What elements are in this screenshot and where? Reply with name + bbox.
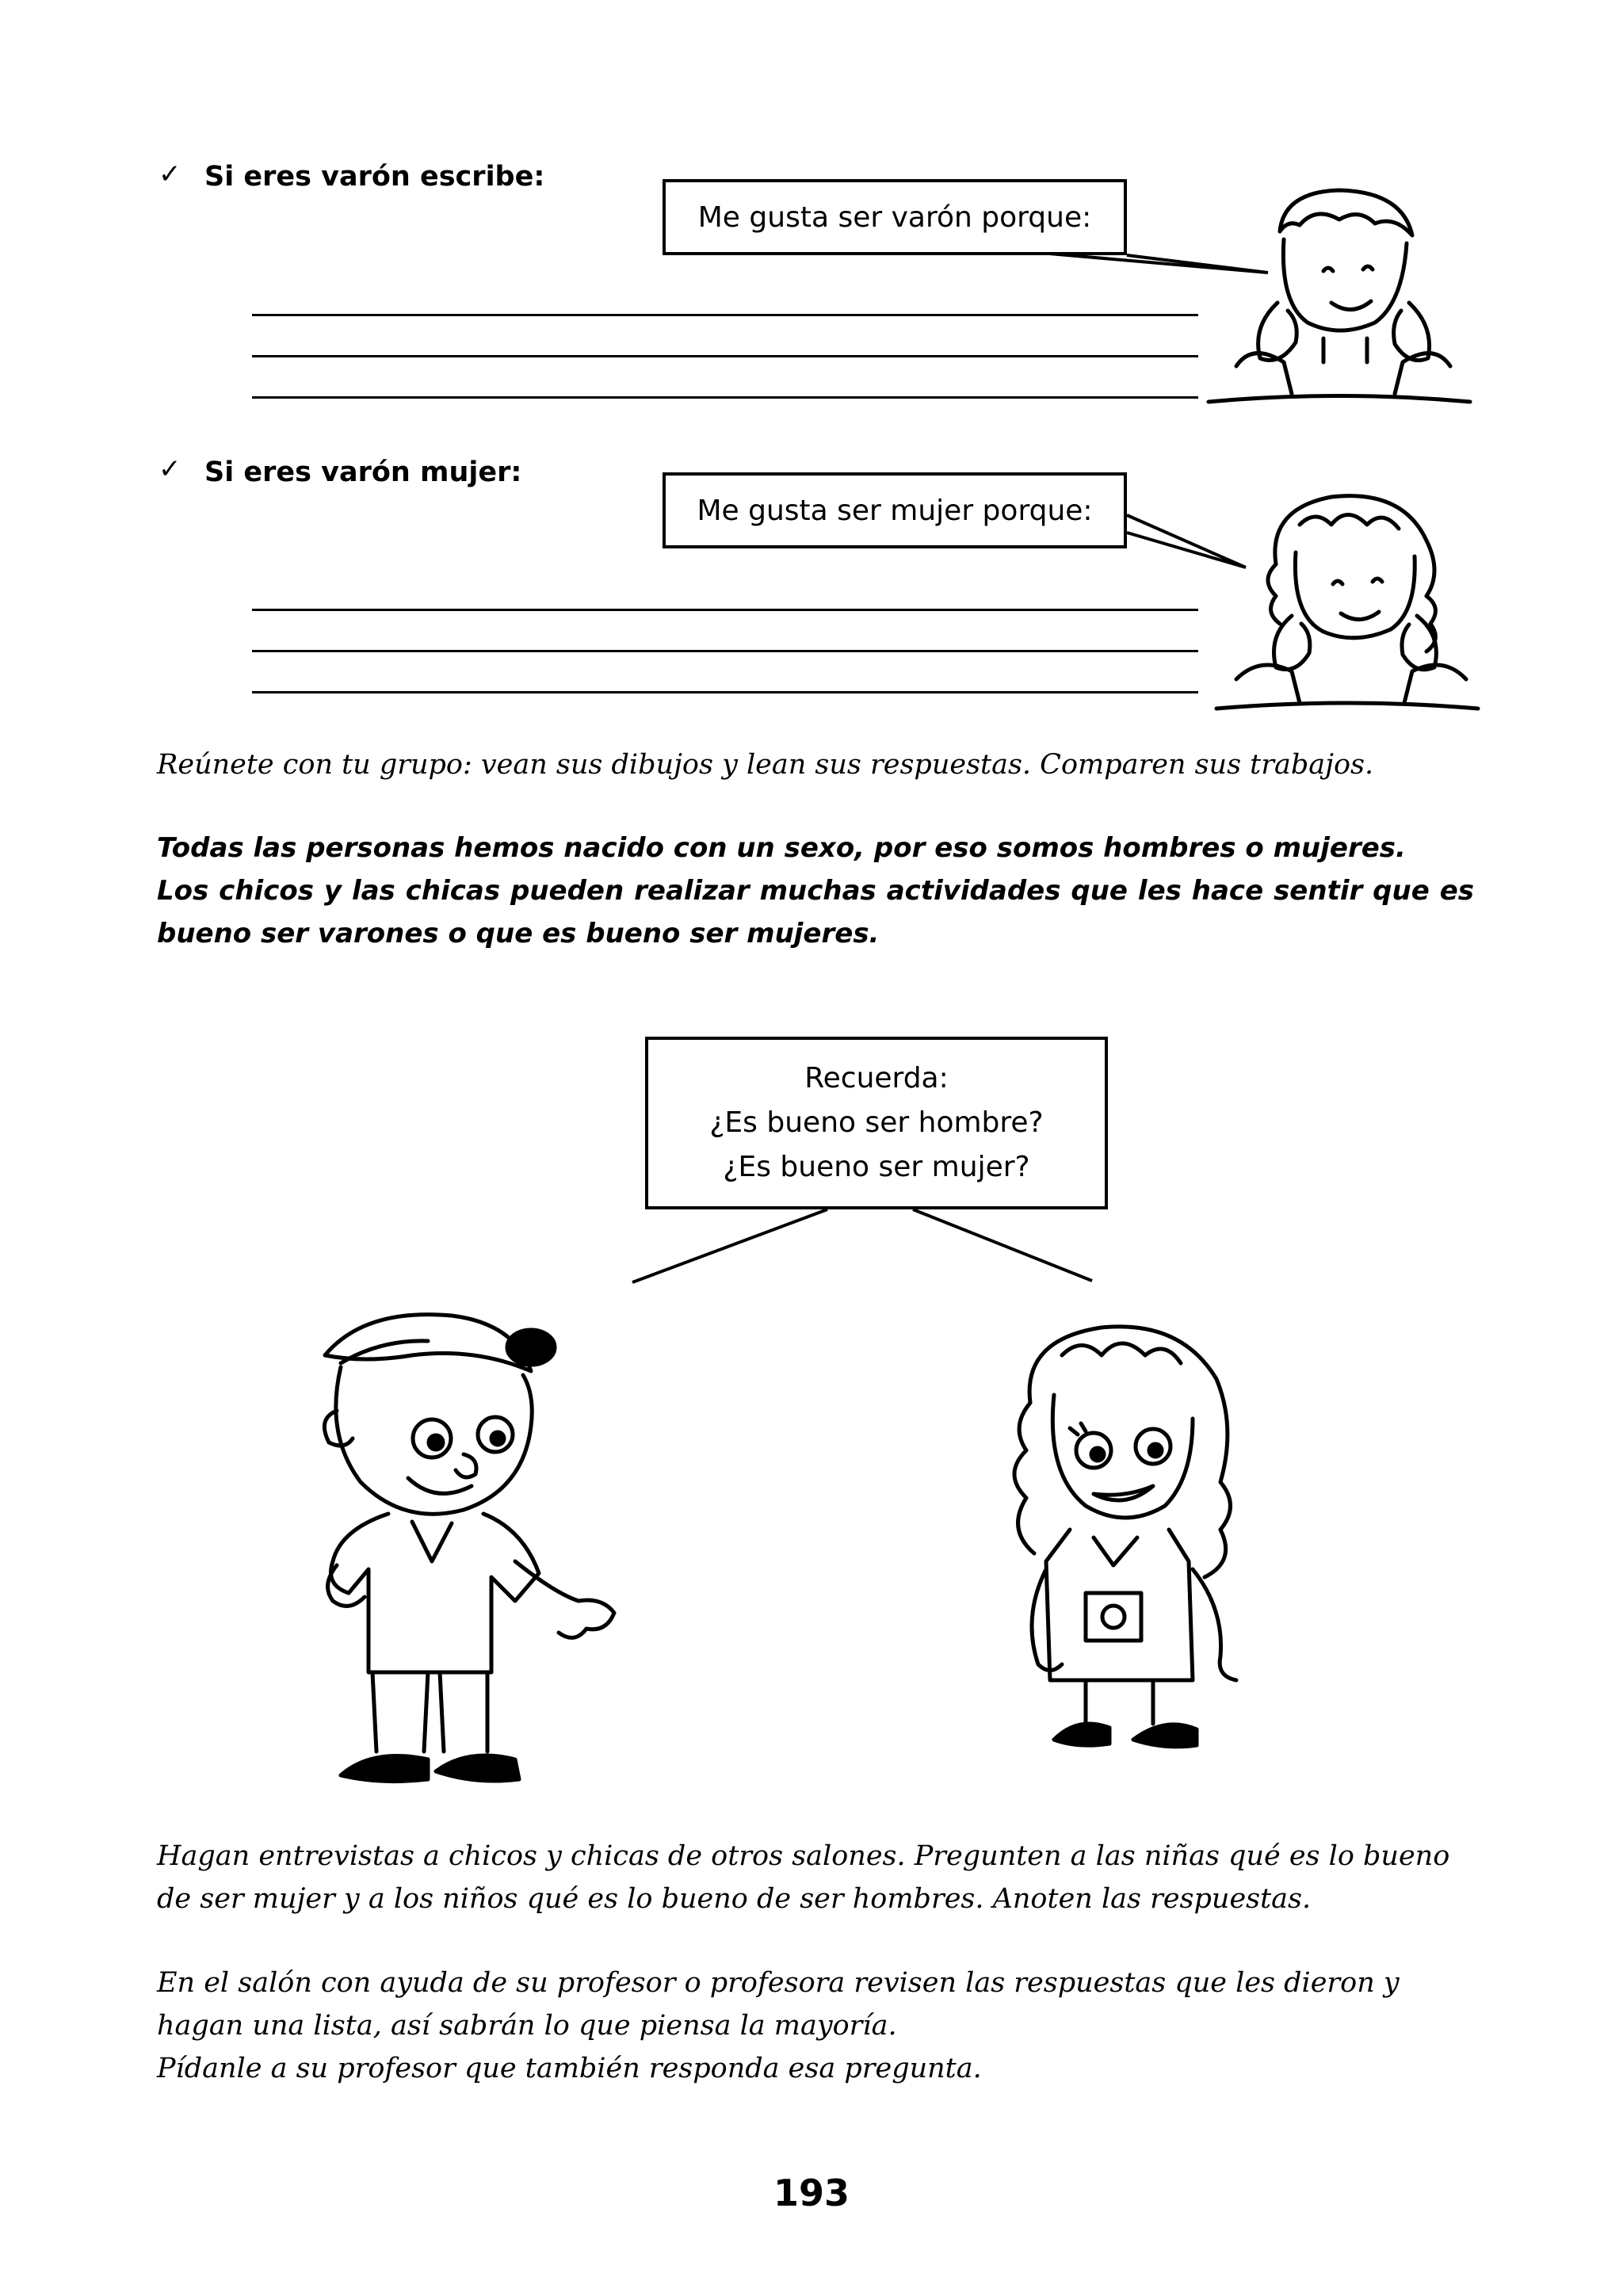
boy-bubble-text: Me gusta ser varón porque:	[697, 201, 1092, 234]
remember-question-2: ¿Es bueno ser mujer?	[723, 1151, 1030, 1183]
girl-section-heading: Si eres varón mujer:	[204, 457, 522, 488]
checkmark-icon: ✓	[158, 453, 181, 485]
statement-line-2: Los chicos y las chicas pueden realizar muchas actividades que les hace sentir que es bueno ser varones o que es bueno ser mujeres.	[157, 875, 1474, 949]
classroom-paragraph	[157, 1962, 1479, 2090]
checkmark-icon: ✓	[158, 159, 181, 190]
page-number: 193	[773, 2172, 850, 2214]
boy-section-heading: Si eres varón escribe:	[204, 161, 545, 193]
remember-title: Recuerda:	[804, 1062, 949, 1095]
classroom-line-1: En el salón con ayuda de su profesor o profesora revisen las respuestas que les dieron y hagan una lista, así sabrán lo que piensa la mayoría.	[157, 1967, 1400, 2042]
statement-line-1: Todas las personas hemos nacido con un sexo, por eso somos hombres o mujeres.	[157, 832, 1406, 864]
girl-standing-illustration	[975, 1308, 1308, 1752]
remember-question-1: ¿Es bueno ser hombre?	[709, 1106, 1044, 1139]
group-instruction: Reúnete con tu grupo: vean sus dibujos y lean sus respuestas. Comparen sus trabajos.	[157, 749, 1374, 781]
girl-bubble-text: Me gusta ser mujer porque:	[697, 494, 1093, 527]
interviews-paragraph: Hagan entrevistas a chicos y chicas de otros salones. Pregunten a las niñas qué es lo bueno de ser mujer y a los niños qué es lo bueno de ser hombres. Anoten las respuestas.	[157, 1840, 1450, 1915]
boy-standing-illustration	[293, 1300, 626, 1791]
classroom-line-2: Pídanle a su profesor que también responda esa pregunta.	[157, 2053, 982, 2084]
